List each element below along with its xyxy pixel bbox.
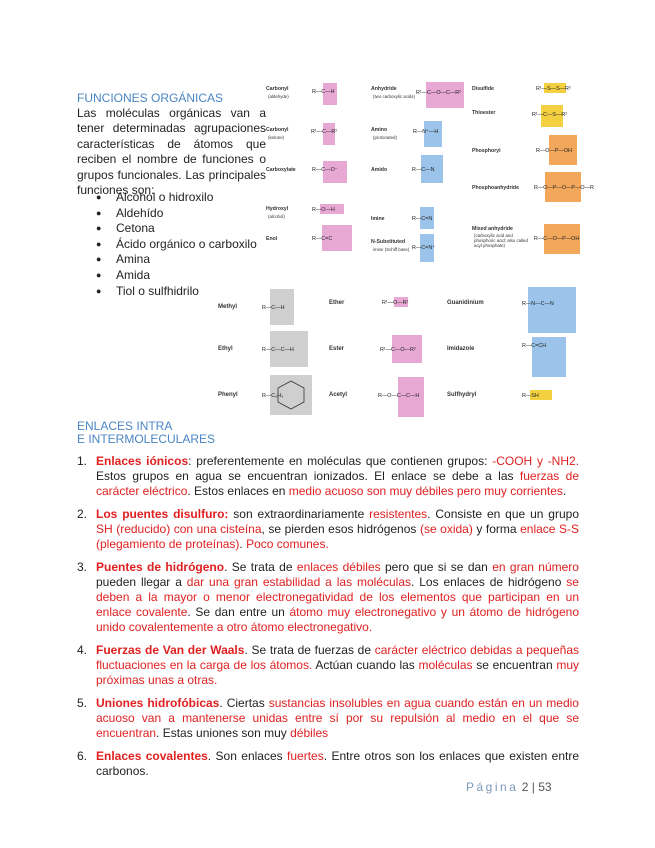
- label: Amino: [371, 127, 388, 133]
- list-item: 2. Los puentes disulfuro: son extraordinariamente resistentes. Consiste en que un grupo SH (reducido) con una cisteína, se pierden esos hidrógenos (se oxida) y forma enlace S-S (plegamiento de proteínas). Poco comunes.: [77, 507, 580, 551]
- formula: R—N⁺—H: [413, 129, 439, 135]
- footer-separator: |: [528, 780, 539, 794]
- group-enol: [266, 225, 352, 251]
- group-sulfhydryl: [447, 390, 552, 400]
- label: Hydroxyl: [266, 206, 289, 212]
- formula: R—N—C—N: [522, 301, 554, 307]
- sublabel: (protonated): [373, 135, 397, 140]
- group-disulfide: [472, 83, 571, 93]
- formula: R—SH: [522, 393, 539, 399]
- group-amino: [371, 121, 442, 147]
- label: Carbonyl: [266, 86, 289, 92]
- label: Thioester: [472, 110, 496, 116]
- label: N-Substituted: [371, 239, 406, 245]
- sublabel: imine (Schiff base): [373, 247, 410, 252]
- formula: R—O—P—OH: [536, 148, 572, 154]
- formula: R—C—N: [412, 167, 435, 173]
- formula: R—C—C—H: [262, 347, 294, 353]
- formula: R—O—P—O—P—O—R: [534, 185, 594, 191]
- section-title-line1: ENLACES INTRA: [77, 419, 173, 433]
- footer-label: Página: [466, 780, 519, 794]
- label: Ester: [329, 346, 345, 352]
- formula: R—C=N⁺: [412, 245, 436, 251]
- group-n-substituted-imine: [371, 234, 435, 262]
- formula: R—C—O—P—OH: [534, 236, 580, 242]
- sublabel: (aldehyde): [268, 94, 289, 99]
- formula: R—C—H: [262, 305, 285, 311]
- group-imine: [371, 207, 434, 229]
- label: Sulfhydryl: [447, 392, 477, 398]
- group-acetyl: [329, 377, 424, 417]
- formula: R—C—H: [312, 89, 335, 95]
- label: Guanidinium: [447, 300, 484, 306]
- group-mixed-anhydride: [472, 224, 580, 263]
- list-item: ● Cetona: [96, 221, 257, 237]
- label: Carbonyl: [266, 127, 289, 133]
- list-item: ● Amina: [96, 252, 257, 268]
- label: Phosphoanhydride: [472, 185, 519, 191]
- group-anhydride: [371, 82, 464, 108]
- formula: R¹—C—O—R²: [380, 347, 416, 353]
- section-title-enlaces: [77, 420, 215, 446]
- label: Amido: [371, 167, 388, 173]
- group-phosphoryl: [472, 135, 577, 165]
- list-item: 6. Enlaces covalentes. Son enlaces fuertes. Entre otros son los enlaces que existen entre carbonos.: [77, 749, 579, 778]
- list-item: 3. Puentes de hidrógeno. Se trata de enlaces débiles pero que si se dan en gran número pueden llegar a dar una gran estabilidad a las moléculas. Los enlaces de hidrógeno se deben a la mayor o menor electronegatividad de los elementos que participan en un enlace covalente. Se dan entre un átomo muy electronegativo y un átomo de hidrógeno unido covalentemente a otro átomo electronegativo.: [77, 560, 579, 634]
- formula: R¹—C—S—R²: [532, 112, 568, 118]
- group-phosphoanhydride: [472, 172, 594, 202]
- label: Phosphoryl: [472, 148, 501, 154]
- group-ethyl: [218, 331, 308, 367]
- group-carbonyl-aldehyde: [266, 83, 337, 105]
- list-item: ● Amida: [96, 268, 257, 284]
- formula: R—C=CH: [522, 343, 547, 349]
- intro-paragraph: Las moléculas orgánicas van a tener determinadas agrupaciones características de átomos que reciben el nombre de funciones o grupos funcionales. Las principales funciones son:: [77, 106, 266, 198]
- list-item: 4. Fuerzas de Van der Waals. Se trata de fuerzas de carácter eléctrico debidas a pequeñas fluctuaciones en la carga de los átomos. Actúan cuando las moléculas se encuentran muy próximas unas a otras.: [77, 643, 580, 687]
- list-item: ● Alcohol o hidroxilo: [96, 190, 257, 206]
- section-title-line2: E INTERMOLECULARES: [77, 432, 216, 446]
- list-item: ● Ácido orgánico o carboxilo: [96, 237, 257, 253]
- label: Enol: [266, 236, 278, 242]
- formula: R—C=C: [312, 236, 333, 242]
- highlight-blue: [528, 287, 576, 333]
- list-item: ● Aldehído: [96, 206, 257, 222]
- formula: R—O—C—C—H: [378, 393, 420, 399]
- label: Imine: [371, 216, 385, 222]
- group-ester: [329, 335, 422, 363]
- formula: R¹—C—R²: [311, 129, 338, 135]
- label: Phenyl: [218, 392, 238, 398]
- formula: R—O—H: [312, 207, 335, 213]
- formula: R—C—O⁻: [312, 167, 338, 173]
- label: Methyl: [218, 304, 238, 310]
- formula: R—C=N: [412, 216, 433, 222]
- footer-total-pages: 53: [538, 780, 552, 794]
- group-amido: [371, 155, 443, 183]
- label: Imidazole: [447, 346, 475, 352]
- sublabel: (carboxylic acid and phosphoric acid; also called acyl phosphate): [474, 233, 528, 248]
- group-thioester: [472, 105, 567, 127]
- bonds-list: [77, 454, 579, 787]
- section-title-funciones: FUNCIONES ORGÁNICAS: [77, 91, 224, 105]
- label: Acetyl: [329, 392, 348, 398]
- group-guanidinium: [447, 287, 576, 333]
- label: Ether: [329, 300, 345, 306]
- footer-page-number: 2: [521, 780, 529, 794]
- formula: R¹—O—R²: [382, 300, 409, 306]
- group-phenyl: [218, 375, 312, 415]
- group-carboxylate: [266, 161, 347, 183]
- formula: R¹—C—O—C—R²: [416, 90, 461, 96]
- list-item: ● Tiol o sulfhidrilo: [96, 284, 257, 300]
- sublabel: (two carboxylic acids): [373, 94, 415, 99]
- formula: R—C₆H₅: [262, 393, 284, 399]
- group-ether: [329, 297, 409, 307]
- label: Anhydride: [371, 86, 397, 92]
- label: Ethyl: [218, 346, 233, 352]
- label: Disulfide: [472, 86, 494, 92]
- group-methyl: [218, 289, 294, 325]
- formula: R¹—S—S—R²: [536, 86, 571, 92]
- sublabel: (alcohol): [268, 214, 285, 219]
- sublabel: (ketone): [268, 135, 285, 140]
- group-carbonyl-ketone: [266, 123, 337, 145]
- group-imidazole: [447, 337, 566, 377]
- group-hydroxyl: [266, 204, 344, 219]
- list-item: 1. Enlaces iónicos: preferentemente en moléculas que contienen grupos: -COOH y -NH2. Estos grupos en agua se encuentran ionizados. El enlace se debe a las fuerzas de carácter eléctrico. Estos enlaces en medio acuoso son muy débiles pero muy corrientes.: [77, 454, 580, 498]
- functional-groups-figure: [216, 79, 596, 420]
- page-footer: [466, 780, 552, 794]
- list-item: 5. Uniones hidrofóbicas. Ciertas sustancias insolubles en agua cuando están en un medio acuoso van a mantenerse unidas entre sí por su repulsión al medio en el que se encuentran. Estas uniones son muy débiles: [77, 696, 579, 740]
- label: Mixed anhydride: [472, 226, 513, 232]
- label: Carboxylate: [266, 167, 296, 173]
